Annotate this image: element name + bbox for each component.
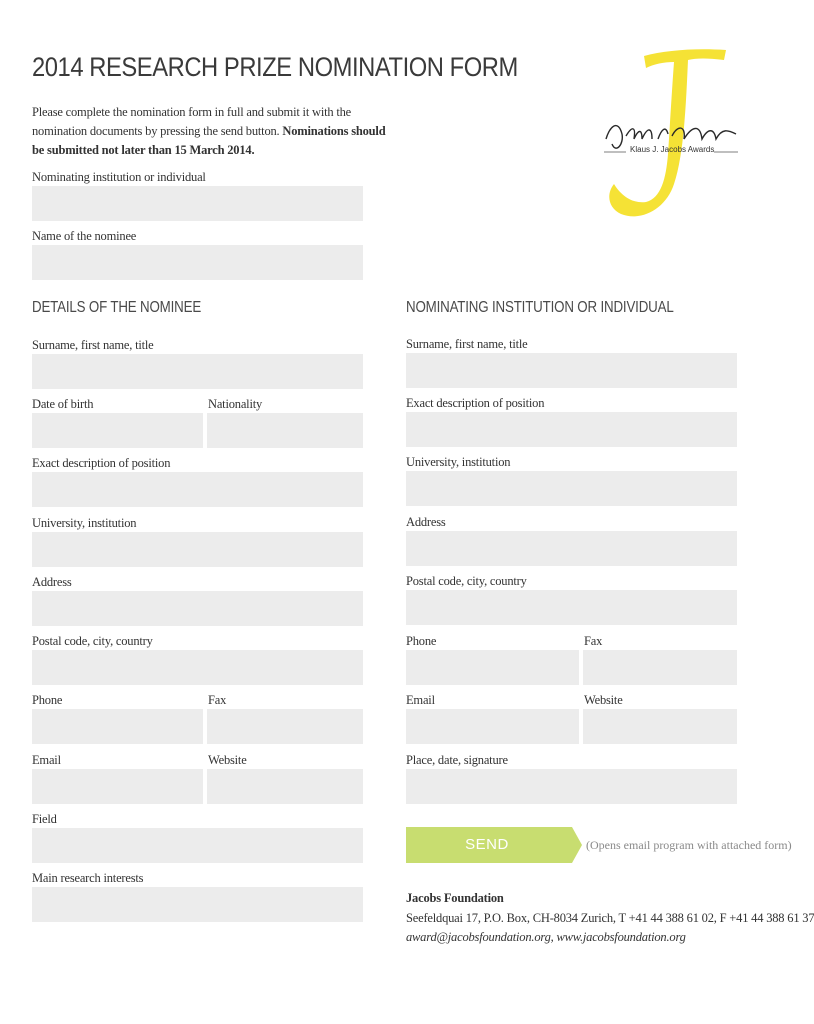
send-note: (Opens email program with attached form) (586, 838, 792, 852)
nominator-postal-field[interactable] (406, 590, 737, 625)
nominator-university-field[interactable] (406, 471, 737, 506)
nominee-interests-label: Main research interests (32, 871, 144, 885)
nominee-surname-label: Surname, first name, title (32, 338, 154, 352)
nominator-signature-label: Place, date, signature (406, 753, 508, 767)
nominee-interests-field[interactable] (32, 887, 363, 922)
nominee-dob-field[interactable] (32, 413, 203, 448)
nominator-signature-field[interactable] (406, 769, 737, 804)
nominator-postal-label: Postal code, city, country (406, 574, 527, 588)
logo-j-icon (596, 44, 746, 224)
nominee-position-label: Exact description of position (32, 456, 171, 470)
nominator-section-heading: NOMINATING INSTITUTION OR INDIVIDUAL (406, 299, 674, 316)
nominator-phone-field[interactable] (406, 650, 579, 685)
nominee-university-label: University, institution (32, 516, 137, 530)
nominee-address-label: Address (32, 575, 72, 589)
nominator-email-label: Email (406, 693, 435, 707)
nominee-phone-field[interactable] (32, 709, 203, 744)
intro-deadline: Nominations should be submitted not later than 15 March 2014. (32, 124, 386, 157)
nominating-label: Nominating institution or individual (32, 170, 206, 184)
nominee-nationality-label: Nationality (208, 397, 263, 411)
nominee-nationality-field[interactable] (207, 413, 363, 448)
nominee-postal-field[interactable] (32, 650, 363, 685)
page-title: 2014 RESEARCH PRIZE NOMINATION FORM (32, 52, 518, 82)
nominator-website-label: Website (584, 693, 623, 707)
nominee-field-field[interactable] (32, 828, 363, 863)
nominee-address-field[interactable] (32, 591, 363, 626)
intro-text (32, 103, 392, 160)
nominator-address-label: Address (406, 515, 446, 529)
nominee-dob-label: Date of birth (32, 397, 94, 411)
nominee-phone-label: Phone (32, 693, 63, 707)
nominator-email-field[interactable] (406, 709, 579, 744)
nominee-field-label: Field (32, 812, 57, 826)
contact-org: Jacobs Foundation (406, 891, 504, 905)
nominee-name-field[interactable] (32, 245, 363, 280)
nominee-university-field[interactable] (32, 532, 363, 567)
jacobs-awards-logo (596, 44, 746, 224)
nominator-phone-label: Phone (406, 634, 437, 648)
nominating-field[interactable] (32, 186, 363, 221)
nominator-position-field[interactable] (406, 412, 737, 447)
nominee-website-label: Website (208, 753, 247, 767)
nominee-fax-field[interactable] (207, 709, 363, 744)
nominator-surname-label: Surname, first name, title (406, 337, 528, 351)
nominator-address-field[interactable] (406, 531, 737, 566)
nominee-section-heading: DETAILS OF THE NOMINEE (32, 299, 202, 316)
nominee-website-field[interactable] (207, 769, 363, 804)
send-button[interactable] (406, 827, 584, 863)
nominee-postal-label: Postal code, city, country (32, 634, 153, 648)
nominee-surname-field[interactable] (32, 354, 363, 389)
nominator-surname-field[interactable] (406, 353, 737, 388)
intro-instructions: Please complete the nomination form in full and submit it with the nomination documents by pressing the send button. (32, 105, 352, 138)
logo-caption: Klaus J. Jacobs Awards (630, 145, 715, 154)
contact-links[interactable]: award@jacobsfoundation.org, www.jacobsfoundation.org (406, 930, 686, 944)
send-button-label: SEND (465, 836, 509, 853)
nominee-position-field[interactable] (32, 472, 363, 507)
nominator-fax-field[interactable] (583, 650, 737, 685)
nominee-email-field[interactable] (32, 769, 203, 804)
nominee-email-label: Email (32, 753, 61, 767)
nominee-fax-label: Fax (208, 693, 227, 707)
nominator-website-field[interactable] (583, 709, 737, 744)
nominator-position-label: Exact description of position (406, 396, 545, 410)
nominator-fax-label: Fax (584, 634, 603, 648)
nominator-university-label: University, institution (406, 455, 511, 469)
nominee-name-label: Name of the nominee (32, 229, 137, 243)
contact-address: Seefeldquai 17, P.O. Box, CH-8034 Zurich, T +41 44 388 61 02, F +41 44 388 61 37 (406, 911, 814, 925)
